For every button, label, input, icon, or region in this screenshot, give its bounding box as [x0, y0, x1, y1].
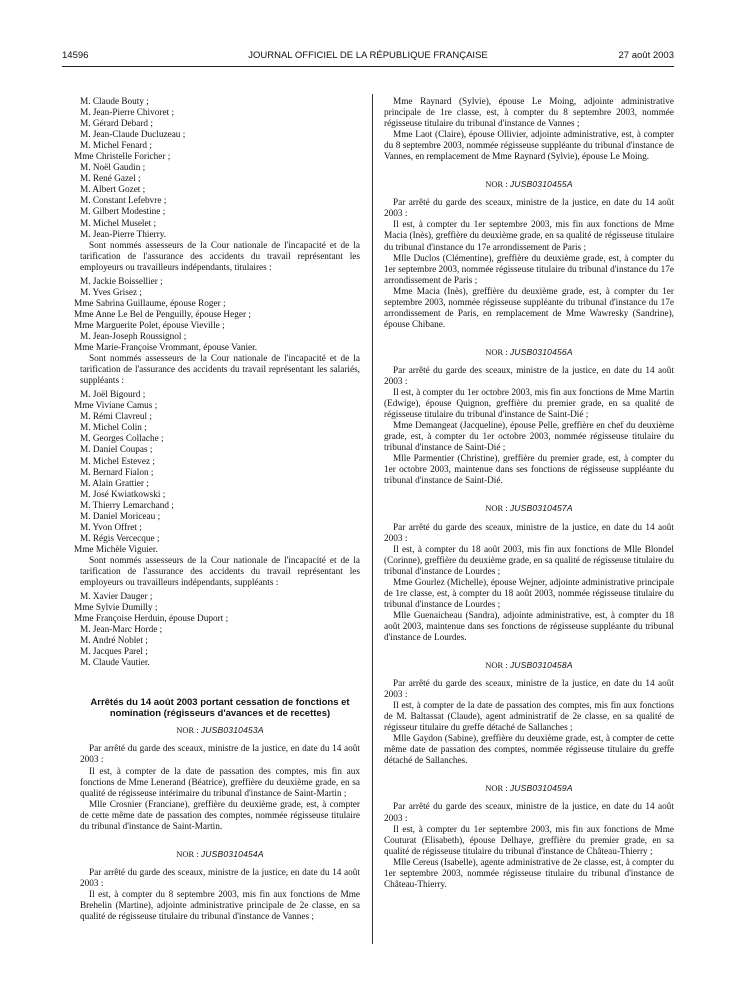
nor-reference: NOR : JUSB0310455A	[485, 179, 573, 190]
list-item: M. Noël Gaudin ;	[80, 163, 146, 174]
list-item: M. Jean-Joseph Roussignol ;	[80, 331, 187, 342]
list-item: M. José Kwiatkowski ;	[80, 489, 166, 500]
list-item: M. Jean-Pierre Thierry.	[80, 229, 167, 240]
page-header	[62, 50, 674, 64]
list-item: Mme Marguerite Polet, épouse Vieville ;	[74, 320, 225, 331]
list-item: M. Michel Fenard ;	[80, 141, 152, 152]
list-item: Mme Anne Le Bel de Penguilly, épouse Heger ;	[74, 309, 251, 320]
column-divider	[372, 94, 373, 944]
list-item: M. Thierry Lemarchand ;	[80, 500, 174, 511]
nor-reference: NOR : JUSB0310457A	[485, 503, 573, 514]
intro-paragraph: Sont nommés assesseurs de la Cour nationale de l'incapacité et de la tarification de l'assurance des accidents du travail représentant les employeurs ou travailleurs indépendants, suppléants :	[80, 555, 360, 589]
list-item: M. Xavier Dauger ;	[80, 592, 153, 603]
list-item: M. Claude Bouty ;	[80, 97, 149, 107]
name-list-2	[74, 276, 360, 354]
paragraph: Mme Raynard (Sylvie), épouse Le Moing, adjointe administrative principale de 1re classe, est, à compter du 8 septembre 2003, nommée régisseuse titulaire du tribunal d'instance de Vannes ;	[384, 97, 674, 130]
list-item: M. Jean-Marc Horde ;	[80, 625, 163, 636]
paragraph: Par arrêté du garde des sceaux, ministre de la justice, en date du 14 août 2003 :	[384, 802, 674, 824]
page-number: 14596	[62, 50, 89, 61]
paragraph: Il est, à compter du 1er octobre 2003, mis fin aux fonctions de Mme Martin (Edwige), épouse Quignon, greffière du premier grade, en sa qualité de régisseuse titulaire du tribunal d'instance de Saint-Dié ;	[384, 388, 674, 421]
list-item: M. Michel Colin ;	[80, 423, 147, 434]
left-column	[74, 97, 360, 923]
paragraph: Il est, à compter du 18 août 2003, mis fin aux fonctions de Mlle Blondel (Corinne), greffière du deuxième grade, en sa qualité de régisseuse titulaire du tribunal d'instance de Lourdes ;	[384, 544, 674, 577]
nor-reference: NOR : JUSB0310456A	[485, 346, 573, 357]
nor-reference: NOR : JUSB0310459A	[485, 783, 573, 794]
list-item: M. Rémi Clavreul ;	[80, 412, 152, 423]
paragraph: Il est, à compter de la date de passation des comptes, mis fin aux fonctions de Mme Lenerand (Béatrice), greffière du deuxième grade, en sa qualité de régisseuse intérimaire du tribunal d'instance de Saint-Martin ;	[80, 766, 360, 799]
journal-title: JOURNAL OFFICIEL DE LA RÉPUBLIQUE FRANÇAISE	[248, 50, 488, 61]
name-list-4	[74, 592, 360, 669]
name-list-3	[74, 390, 360, 556]
paragraph: Mlle Gaydon (Sabine), greffière du deuxième grade, est, à compter de cette même date de passation des comptes, nommée régisseuse titulaire du greffe détaché de Sallanches.	[384, 734, 674, 767]
list-item: M. Daniel Moriceau ;	[80, 511, 161, 522]
list-item: M. Yves Grisez ;	[80, 287, 142, 298]
paragraph: Par arrêté du garde des sceaux, ministre de la justice, en date du 14 août 2003 :	[384, 522, 674, 544]
paragraph: Par arrêté du garde des sceaux, ministre de la justice, en date du 14 août 2003 :	[384, 679, 674, 701]
list-item: M. Jacques Parel ;	[80, 647, 148, 658]
list-item: M. Joël Bigourd ;	[80, 390, 146, 401]
paragraph: Par arrêté du garde des sceaux, ministre de la justice, en date du 14 août 2003 :	[80, 744, 360, 766]
list-item: M. Yvon Offret ;	[80, 522, 142, 533]
paragraph: Par arrêté du garde des sceaux, ministre de la justice, en date du 14 août 2003 :	[384, 198, 674, 220]
list-item: Mme Christelle Foricher ;	[74, 152, 171, 163]
name-list-1	[74, 97, 360, 241]
list-item: M. Michel Muselet ;	[80, 218, 157, 229]
list-item: M. Alain Grattier ;	[80, 478, 149, 489]
list-item: M. Claude Vautier.	[80, 658, 150, 669]
nor-reference: NOR : JUSB0310454A	[176, 848, 264, 859]
paragraph: Mme Laot (Claire), épouse Ollivier, adjointe administrative, est, à compter du 8 septembre 2003, nommée régisseuse suppléante du tribunal d'instance de Vannes, en remplacement de Mme Raynard (Sylvie), épouse Le Moing.	[384, 130, 674, 163]
list-item: Mme Viviane Camus ;	[74, 401, 158, 412]
paragraph: Il est, à compter du 1er septembre 2003, mis fin aux fonctions de Mme Macia (Inès), greffière du deuxième grade, en sa qualité de régisseuse titulaire du tribunal d'instance du 17e arrondissement de Paris ;	[384, 220, 674, 253]
list-item: M. Albert Gozet ;	[80, 185, 146, 196]
nor-reference: NOR : JUSB0310458A	[485, 660, 573, 671]
list-item: Mme Sylvie Dumilly ;	[74, 603, 158, 614]
list-item: M. Jean-Claude Ducluzeau ;	[80, 130, 186, 141]
paragraph: Mme Demangeat (Jacqueline), épouse Pelle, greffière en chef du deuxième grade, est, à compter du 1er octobre 2003, nommée régisseuse titulaire du tribunal d'instance de Saint-Dié ;	[384, 421, 674, 454]
header-rule	[62, 66, 674, 67]
paragraph: Par arrêté du garde des sceaux, ministre de la justice, en date du 14 août 2003 :	[384, 365, 674, 387]
paragraph: Mlle Duclos (Clémentine), greffière du deuxième grade, est, à compter du 1er septembre 2003, nommée régisseuse titulaire du tribunal d'instance du 17e arrondissement de Paris ;	[384, 253, 674, 286]
paragraph: Il est, à compter du 1er septembre 2003, mis fin aux fonctions de Mme Couturat (Elisabeth), épouse Delhaye, greffière du premier grade, en sa qualité de régisseuse titulaire du tribunal d'instance de Château-Thierry ;	[384, 824, 674, 857]
paragraph: Il est, à compter de la date de passation des comptes, mis fin aux fonctions de M. Baltassat (Claude), agent administratif de 2e classe, en sa qualité de régisseur titulaire du greffe détaché de Sallanches ;	[384, 701, 674, 734]
list-item: Mme Michèle Viguier.	[74, 544, 158, 555]
list-item: M. Georges Collache ;	[80, 434, 164, 445]
list-item: M. Michel Estevez ;	[80, 456, 156, 467]
paragraph: Mlle Cereus (Isabelle), agente administrative de 2e classe, est, à compter du 1er septembre 2003, nommée régisseuse titulaire du tribunal d'instance de Château-Thierry.	[384, 857, 674, 890]
paragraph: Mlle Crosnier (Franciane), greffière du deuxième grade, est, à compter de cette même date de passation des comptes, nommée régisseuse titulaire du tribunal d'instance de Saint-Martin.	[80, 799, 360, 832]
paragraph: Mme Gourlez (Michelle), épouse Wejner, adjointe administrative principale de 1re classe, est, à compter du 18 août 2003, nommée régisseuse titulaire du tribunal d'instance de Lourdes ;	[384, 577, 674, 610]
list-item: M. Daniel Coupas ;	[80, 445, 153, 456]
list-item: M. Gérard Debard ;	[80, 119, 153, 130]
list-item: M. Gilbert Modestine ;	[80, 207, 166, 218]
right-column	[384, 97, 674, 891]
paragraph: Par arrêté du garde des sceaux, ministre de la justice, en date du 14 août 2003 :	[80, 867, 360, 889]
issue-date: 27 août 2003	[618, 50, 674, 61]
list-item: M. Constant Lefebvre ;	[80, 196, 167, 207]
paragraph: Il est, à compter du 8 septembre 2003, mis fin aux fonctions de Mme Brehelin (Martine), adjointe administrative principale de 2e classe, en sa qualité de régisseuse titulaire du tribunal d'instance de Vannes ;	[80, 889, 360, 923]
paragraph: Mlle Parmentier (Christine), greffière du premier grade, est, à compter du 1er octobre 2003, maintenue dans ses fonctions de régisseuse suppléante du tribunal d'instance de Saint-Dié.	[384, 454, 674, 487]
list-item: M. André Noblet ;	[80, 636, 148, 647]
paragraph: Mlle Guenaicheau (Sandra), adjointe administrative, est, à compter du 18 août 2003, maintenue dans ses fonctions de régisseuse suppléante du tribunal d'instance de Lourdes.	[384, 610, 674, 643]
list-item: Mme Marie-Françoise Vrommant, épouse Vanier.	[74, 343, 258, 354]
paragraph: Mme Macia (Inès), greffière du deuxième grade, est, à compter du 1er septembre 2003, nommée régisseuse suppléante du tribunal d'instance du 17e arrondissement de Paris, en remplacement de Mme Wawresky (Sandrine), épouse Chibane.	[384, 286, 674, 330]
list-item: M. René Gazel ;	[80, 174, 141, 185]
intro-paragraph: Sont nommés assesseurs de la Cour nationale de l'incapacité et de la tarification de l'assurance des accidents du travail représentant les employeurs ou travailleurs indépendants, titulaires :	[80, 240, 360, 273]
nor-reference: NOR : JUSB0310453A	[176, 725, 264, 736]
list-item: Mme Françoise Herduin, épouse Duport ;	[74, 614, 229, 625]
list-item: M. Jean-Pierre Chivoret ;	[80, 108, 175, 119]
list-item: Mme Sabrina Guillaume, épouse Roger ;	[74, 298, 226, 309]
list-item: M. Régis Vercecque ;	[80, 533, 160, 544]
list-item: M. Jackie Boissellier ;	[80, 276, 163, 287]
intro-paragraph: Sont nommés assesseurs de la Cour nationale de l'incapacité et de la tarification de l'assurance des accidents du travail représentant les salariés, suppléants :	[80, 354, 360, 387]
section-heading: Arrêtés du 14 août 2003 portant cessation de fonctions et nomination (régisseurs d'avances et de recettes)	[90, 697, 350, 720]
list-item: M. Bernard Fialon ;	[80, 467, 154, 478]
